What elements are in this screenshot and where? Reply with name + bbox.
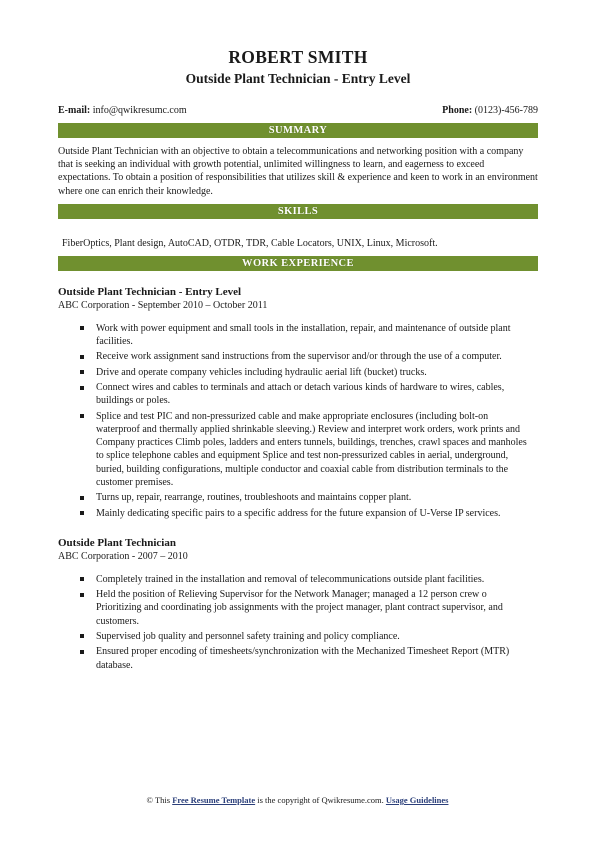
- job-title: Outside Plant Technician: [58, 536, 176, 549]
- work-experience-heading: WORK EXPERIENCE: [58, 256, 538, 271]
- email-block: [58, 104, 187, 117]
- bullet-item: Drive and operate company vehicles including hydraulic aerial lift (bucket) trucks.: [96, 366, 538, 379]
- free-resume-template-link[interactable]: Free Resume Template: [172, 795, 256, 805]
- job-meta: ABC Corporation - 2007 – 2010: [58, 550, 188, 562]
- job-bullets: [58, 322, 538, 520]
- bullet-item: Held the position of Relieving Supervisor for the Network Manager; managed a 12 person crew o Prioritizing and coordinating job assignments with the project manager, plant contract supervisor, and customers.: [96, 588, 538, 628]
- summary-text: Outside Plant Technician with an objective to obtain a telecommunications and networking position with a company that is seeking an individual with growth potential, unlimited willingness to learn, and eagerness to exceed expectations. To obtain a position of responsibilities that utilizes skill & experience and keen to work in an environment where one can enrich their knowledge.: [58, 146, 538, 197]
- phone-block: [442, 104, 538, 117]
- bullet-item: Mainly dedicating specific pairs to a specific address for the future expansion of U-Verse IP services.: [96, 507, 538, 520]
- bullet-item: Splice and test PIC and non-pressurized cable and make appropriate enclosures (including bolt-on waterproof and thermally applied shrinkable sleeving.) Review and interpret work orders, work prints and Company practices Climb poles, ladders and enters tunnels, buildings, trenches, crawl spaces and manholes to splice telephone cables and equipment Splice and test non-pressurized cables in aerial, underground, buried, building configurations, multiple conductor and coaxial cable from distribution terminals to the customer premises.: [96, 410, 538, 489]
- email-value[interactable]: info@qwikresumc.com: [92, 105, 187, 116]
- contact-row: [58, 104, 538, 117]
- summary-heading: SUMMARY: [58, 123, 538, 138]
- candidate-name: ROBERT SMITH: [228, 47, 368, 67]
- phone-value: (0123)-456-789: [474, 105, 538, 116]
- phone-label: Phone:: [442, 105, 473, 116]
- bullet-item: Supervised job quality and personnel safety training and policy compliance.: [96, 630, 538, 643]
- job-entry: [58, 285, 538, 520]
- job-entry: [58, 536, 538, 672]
- resume-page: [58, 46, 538, 674]
- bullet-item: Receive work assignment sand instructions from the supervisor and/or through the use of a computer.: [96, 350, 538, 363]
- bullet-item: Turns up, repair, rearrange, routines, troubleshoots and maintains copper plant.: [96, 491, 538, 504]
- bullet-item: Ensured proper encoding of timesheets/synchronization with the Mechanized Timesheet Report (MTR) database.: [96, 645, 538, 671]
- job-meta: ABC Corporation - September 2010 – October 2011: [58, 299, 268, 311]
- usage-guidelines-link[interactable]: Usage Guidelines: [385, 795, 449, 805]
- job-bullets: [58, 573, 538, 672]
- job-title: Outside Plant Technician - Entry Level: [58, 285, 242, 298]
- skills-text: FiberOptics, Plant design, AutoCAD, OTDR, TDR, Cable Locators, UNIX, Linux, Microsoft.: [62, 237, 438, 249]
- candidate-title: Outside Plant Technician - Entry Level: [185, 71, 411, 86]
- bullet-item: Work with power equipment and small tools in the installation, repair, and maintenance of outside plant facilities.: [96, 322, 538, 348]
- footer-prefix: © This: [146, 795, 171, 805]
- bullet-item: Completely trained in the installation and removal of telecommunications outside plant facilities.: [96, 573, 538, 586]
- footer-copyright: is the copyright of Qwikresume.com.: [257, 795, 384, 805]
- skills-heading: SKILLS: [58, 204, 538, 219]
- footer: [0, 795, 595, 806]
- email-label: E-mail:: [58, 105, 91, 116]
- bullet-item: Connect wires and cables to terminals and attach or detach various kinds of hardware to wires, cables, buildings or poles.: [96, 381, 538, 407]
